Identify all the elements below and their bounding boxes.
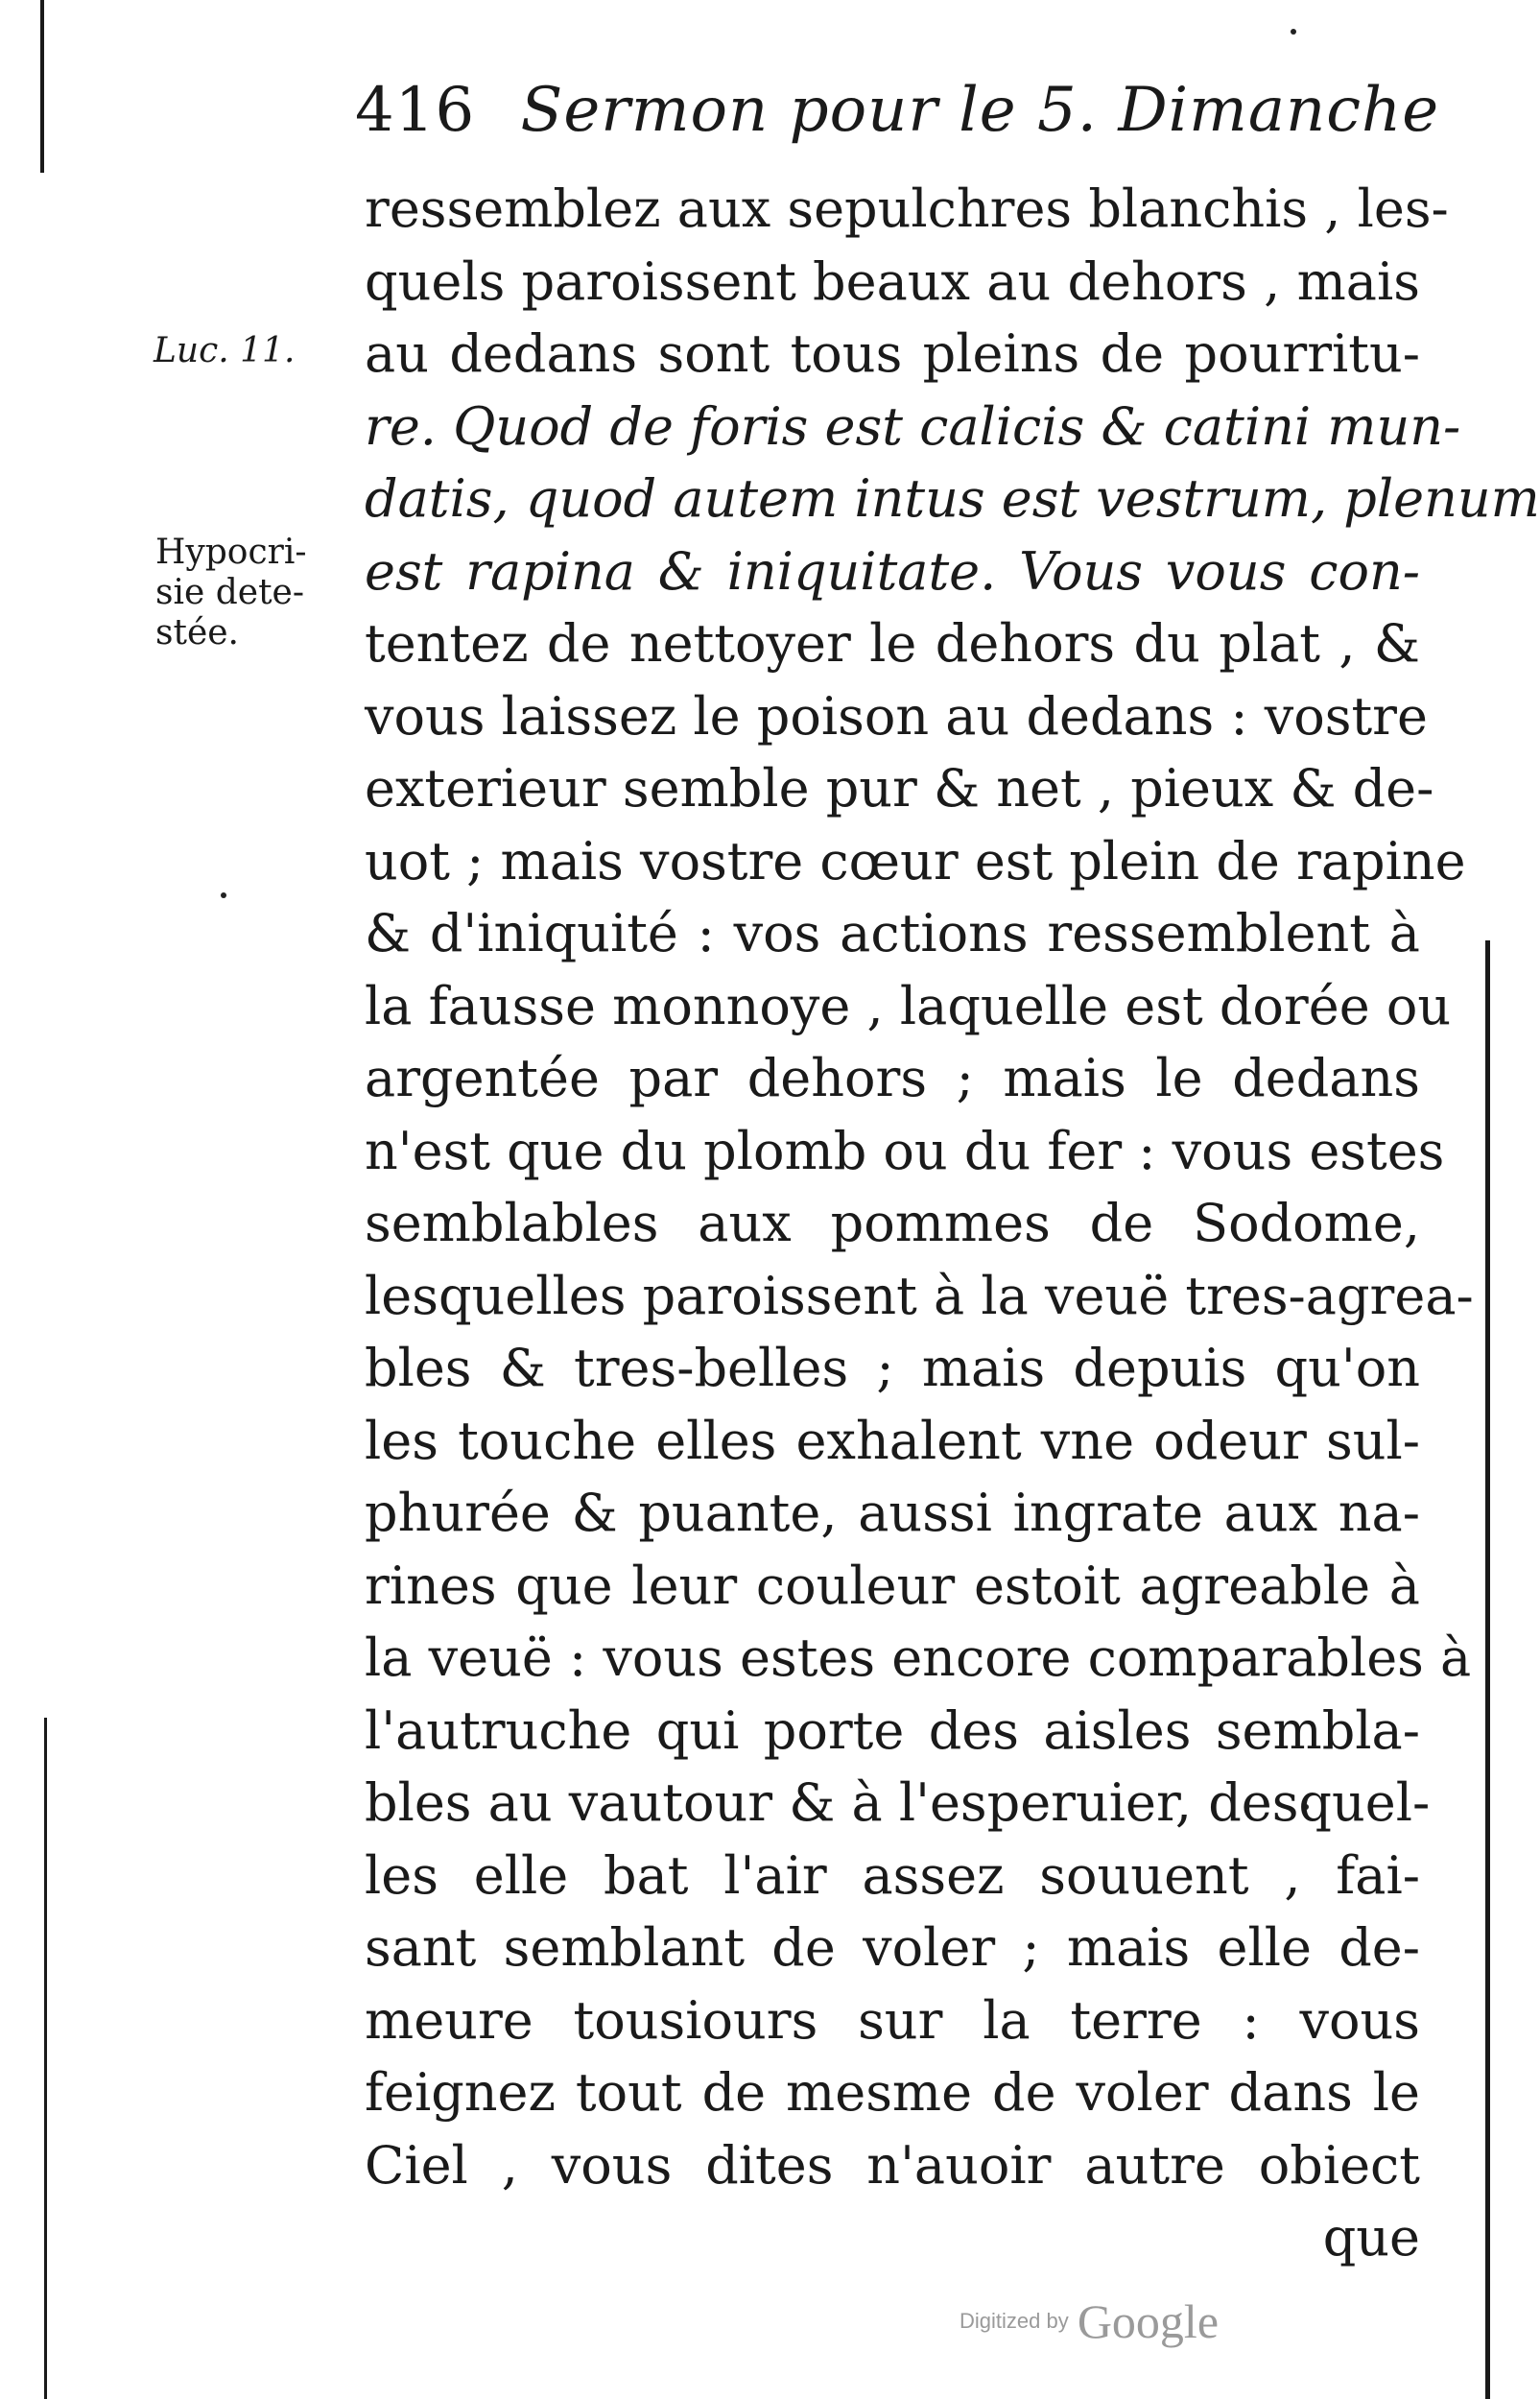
running-title: Sermon pour le 5. Dimanche: [520, 75, 1440, 146]
text-line: bles au vautour & à l'esperuier, desquel-: [365, 1772, 1431, 1833]
text-line: feignez tout de mesme de voler dans le: [365, 2062, 1420, 2123]
text-line: semblables aux pommes de Sodome,: [365, 1193, 1420, 1253]
text-line: les touche elles exhalent vne odeur sul-: [365, 1410, 1420, 1471]
watermark-prefix: Digitized by: [960, 2309, 1069, 2333]
scan-speck: [221, 892, 226, 898]
text-line: argentée par dehors ; mais le dedans: [365, 1048, 1420, 1108]
text-line: Ciel , vous dites n'auoir autre obiect: [365, 2134, 1420, 2196]
margin-scripture-reference: Luc. 11.: [154, 331, 296, 370]
text-line: tentez de nettoyer le dehors du plat , &: [365, 613, 1420, 674]
text-line: quels paroissent beaux au dehors , mais: [365, 250, 1420, 312]
text-line: au dedans sont tous pleins de pourritu-: [365, 323, 1420, 384]
text-line: re. Quod de foris est calicis & catini mun-: [365, 395, 1461, 457]
text-line: l'autruche qui porte des aisles sembla-: [365, 1699, 1420, 1761]
text-line: la veuë : vous estes encore comparables à: [365, 1627, 1472, 1688]
text-line: lesquelles paroissent à la veuë tres-agrea-: [365, 1265, 1474, 1326]
text-line: & d'iniquité : vos actions ressemblent à: [365, 903, 1420, 963]
scan-edge-right: [1485, 940, 1490, 2399]
margin-note: Hypocri- sie dete- stée.: [155, 533, 307, 653]
text-line: vous laissez le poison au dedans : vostre: [365, 685, 1428, 747]
body-text: [365, 173, 1540, 2274]
text-line: exterieur semble pur & net , pieux & de-: [365, 758, 1434, 819]
text-line: bles & tres-belles ; mais depuis qu'on: [365, 1338, 1420, 1398]
running-header: [355, 58, 1440, 163]
watermark-brand: Google: [1077, 2294, 1220, 2348]
text-line: ressemblez aux sepulchres blanchis , les-: [365, 178, 1449, 239]
text-line: uot ; mais vostre cœur est plein de rapine: [365, 830, 1466, 891]
text-line: sant semblant de voler ; mais elle de-: [365, 1917, 1420, 1978]
scan-speck: [1291, 29, 1296, 35]
text-line: rines que leur couleur estoit agreable à: [365, 1555, 1420, 1616]
catchword: que: [1322, 2207, 1420, 2268]
text-line: n'est que du plomb ou du fer : vous estes: [365, 1120, 1445, 1181]
scan-edge-left: [40, 0, 44, 173]
text-line: meure tousiours sur la terre : vous: [365, 1989, 1420, 2051]
text-line: les elle bat l'air assez souuent , fai-: [365, 1844, 1420, 1906]
scan-edge-left-lower: [44, 1718, 47, 2399]
text-line: phurée & puante, aussi ingrate aux na-: [365, 1483, 1420, 1543]
text-line: datis, quod autem intus est vestrum, plenum: [365, 468, 1540, 529]
text-line: est rapina & iniquitate. Vous vous con-: [365, 540, 1420, 602]
text-line: la fausse monnoye , laquelle est dorée ou: [365, 975, 1452, 1036]
digitization-watermark: [960, 2293, 1343, 2351]
page-number: 416: [355, 75, 476, 146]
